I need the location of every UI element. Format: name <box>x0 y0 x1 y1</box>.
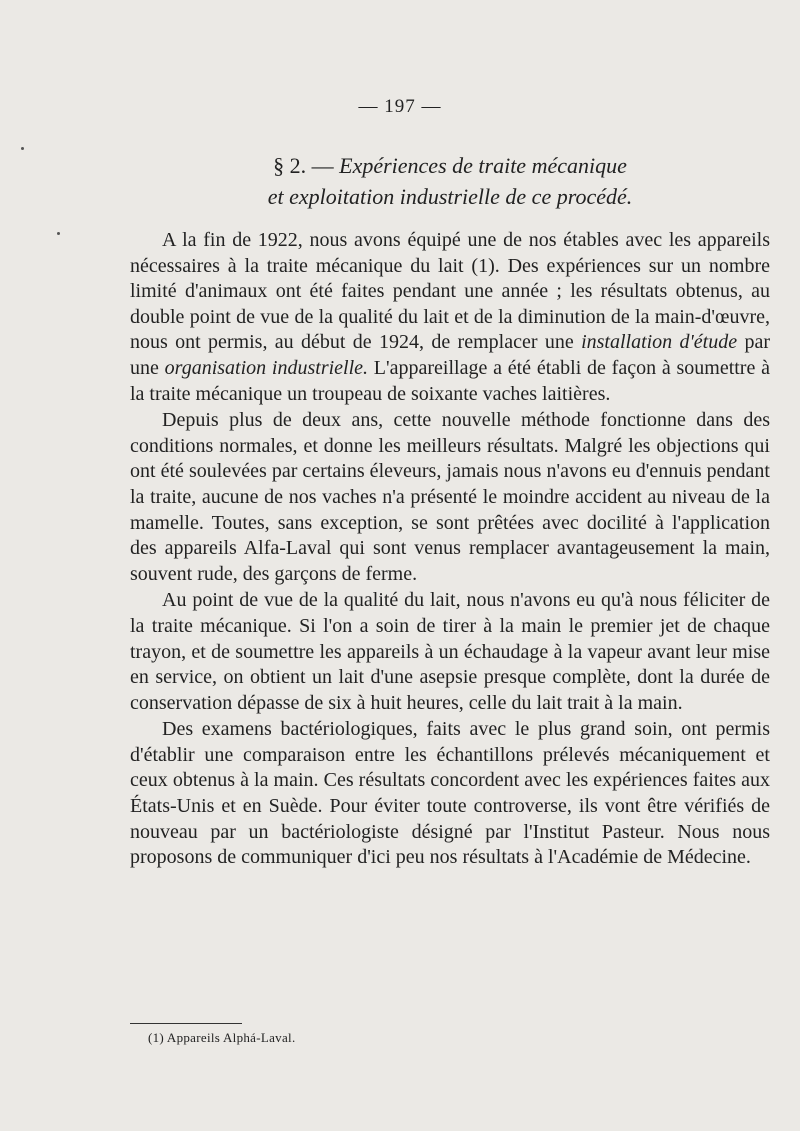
section-title-line-1: Expériences de traite mécanique <box>339 153 627 178</box>
margin-speck <box>57 232 60 235</box>
section-heading-line-1 <box>130 150 770 181</box>
page-number: — 197 — <box>358 96 442 117</box>
margin-speck <box>21 147 24 150</box>
section-heading-line-2 <box>130 181 770 212</box>
paragraph-1-text-c: L'appareillage a été établi de façon à soumettre à la traite mécanique un troupeau de soixante vaches laitières. <box>130 356 770 405</box>
body-text <box>130 228 770 871</box>
section-number: § 2. — <box>273 153 340 178</box>
paragraph-3: Au point de vue de la qualité du lait, nous n'avons eu qu'à nous féliciter de la traite mécanique. Si l'on a soin de tirer à la main le premier jet de chaque trayon, et de soumettre les appareils à un échaudage à la vapeur avant leur mise en service, on obtient un lait d'une asepsie presque complète, dont la durée de conservation dépasse de six à huit heures, celle du lait trait à la main. <box>130 589 770 714</box>
footnote-divider <box>130 1023 242 1024</box>
paragraph-4: Des examens bactériologiques, faits avec le plus grand soin, ont permis d'établir une comparaison entre les échantillons prélevés mécaniquement et ceux obtenus à la main. Ces résultats concordent avec les expériences faites aux États-Unis et en Suède. Pour éviter toute controverse, ils vont être vérifiés de nouveau par un bactériologiste désigné par l'Institut Pasteur. Nous nous proposons de communiquer d'ici peu nos résultats à l'Académie de Médecine. <box>130 718 770 869</box>
paragraph-1-emphasis-a: installation d'étude <box>581 331 738 354</box>
footnote: (1) Appareils Alphá-Laval. <box>148 1030 296 1045</box>
paragraph-1 <box>130 228 770 407</box>
section-title-line-2a: et exploitation industrielle <box>267 184 500 209</box>
paragraph-1-emphasis-b: organisation industrielle. <box>164 356 369 379</box>
paragraph-2: Depuis plus de deux ans, cette nouvelle méthode fonctionne dans des conditions normales, et donne les meilleurs résultats. Malgré les objections qui ont été soulevées par certains éleveurs, jamais nous n'avons eu d'ennuis pendant la traite, aucune de nos vaches n'a présenté le moindre accident au niveau de la mamelle. Toutes, sans exception, se sont prêtées avec docilité à l'application des appareils Alfa-Laval qui sont venus remplacer avantageusement la main, souvent rude, des garçons de ferme. <box>130 409 770 585</box>
section-title-line-2b: de ce procédé. <box>499 184 633 209</box>
paragraph-1-text-b: par une <box>130 331 771 379</box>
paragraph-1-text-a: A la fin de 1922, nous avons équipé une de nos étables avec les appareils nécessaires à la traite mécanique du lait (1). Des expériences sur un nombre limité d'animaux ont été faites pendant une année ; les résultats obtenus, au double point de vue de la qualité du lait et de la diminution de la main-d'œuvre, nous ont permis, au début de 1924, de remplacer une <box>130 229 770 354</box>
section-heading <box>130 150 770 212</box>
